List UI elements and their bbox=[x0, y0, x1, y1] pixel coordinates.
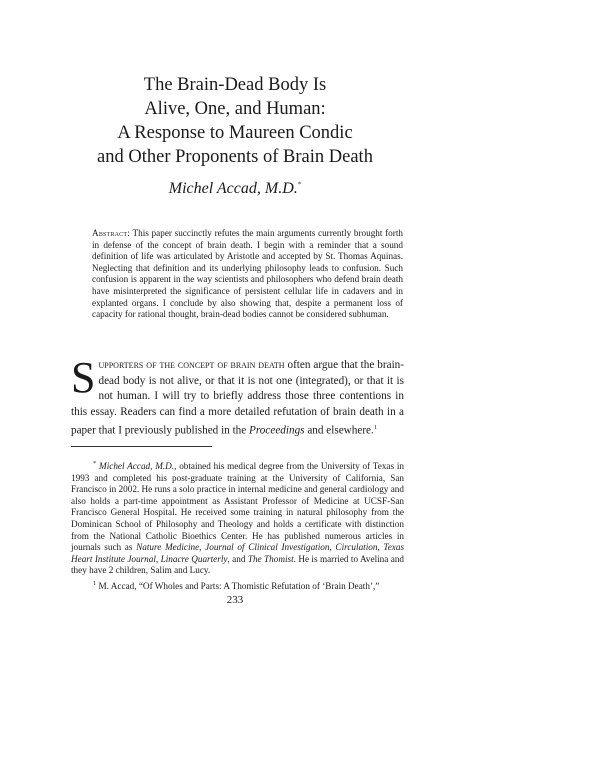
body-text-start: often argue that the brain-dead body is not alive, or that it is not one (integrated), or that it is not human. I will try to briefly address those three contentions in this essay. Readers can find a more detailed refutation of brain death in a paper that I previously published in the bbox=[71, 359, 404, 438]
author-footnote-marker: * bbox=[297, 180, 302, 189]
paragraph-opener: upporters of the concept of brain death bbox=[98, 359, 285, 371]
author-byline bbox=[0, 180, 470, 198]
footnote-divider bbox=[71, 446, 212, 447]
page-number: 233 bbox=[226, 594, 244, 606]
abstract-label: Abstract: bbox=[92, 228, 130, 238]
body-text-end: and elsewhere. bbox=[307, 425, 374, 438]
article-title bbox=[0, 73, 470, 169]
footnotes bbox=[71, 458, 404, 593]
footnote-journal: The Thomist bbox=[247, 553, 294, 564]
title-line: The Brain-Dead Body Is bbox=[143, 75, 327, 95]
footnote-1 bbox=[71, 578, 404, 593]
footnote-text: , obtained his medical degree from the University of Texas in 1993 and completed his post-graduate training at the University of California, San Francisco in 2002. He runs a solo practice in internal medicine and general cardiology and also holds a part-time appointment as Assistant Professor of Medicine at UCSF-San Francisco General Hospital. He received some training in natural philosophy from the Dominican School of Philosophy and Theology and holds a certificate with distinction from the National Catholic Bioethics Center. He has published numerous articles in journals such as bbox=[71, 461, 405, 553]
body-paragraph bbox=[71, 353, 404, 440]
author-footnote bbox=[71, 458, 404, 577]
footnote-text: . He is married to Avelina and they have 2 children, Salim and Lucy. bbox=[71, 553, 405, 576]
title-line: and Other Proponents of Brain Death bbox=[97, 147, 373, 167]
footnote-marker: * bbox=[93, 460, 97, 467]
drop-cap: S bbox=[71, 353, 96, 402]
title-line: A Response to Maureen Condic bbox=[117, 123, 353, 143]
author-name: Michel Accad, M.D. bbox=[168, 180, 298, 197]
journal-title: Proceedings bbox=[249, 425, 305, 438]
footnote-text: M. Accad, “Of Wholes and Parts: A Thomistic Refutation of ‘Brain Death’,” bbox=[98, 581, 380, 592]
footnote-journals: Nature Medicine, Journal of Clinical Investigation, Circulation, Texas Heart Institute Journal, Linacre Quarterly bbox=[71, 542, 405, 564]
footnote-text: , and bbox=[227, 553, 246, 564]
footnote-marker: 1 bbox=[93, 580, 97, 587]
abstract bbox=[92, 228, 403, 321]
abstract-text: This paper succinctly refutes the main arguments currently brought forth in defense of the concept of brain death. I begin with a reminder that a sound definition of life was articulated by Aristotle and accepted by St. Thomas Aquinas. Neglecting that definition and its underlying philosophy leads to confusion. Such confusion is apparent in the way scientists and philosophers who defend brain death have misinterpreted the significance of persistent cellular life in cadavers and in explanted organs. I conclude by also showing that, despite a permanent loss of capacity for rational thought, brain-dead bodies cannot be considered subhuman. bbox=[92, 228, 403, 320]
footnote-ref: 1 bbox=[373, 424, 378, 432]
footnote-author-name: Michel Accad, M.D. bbox=[99, 461, 175, 472]
title-line: Alive, One, and Human: bbox=[144, 99, 326, 119]
